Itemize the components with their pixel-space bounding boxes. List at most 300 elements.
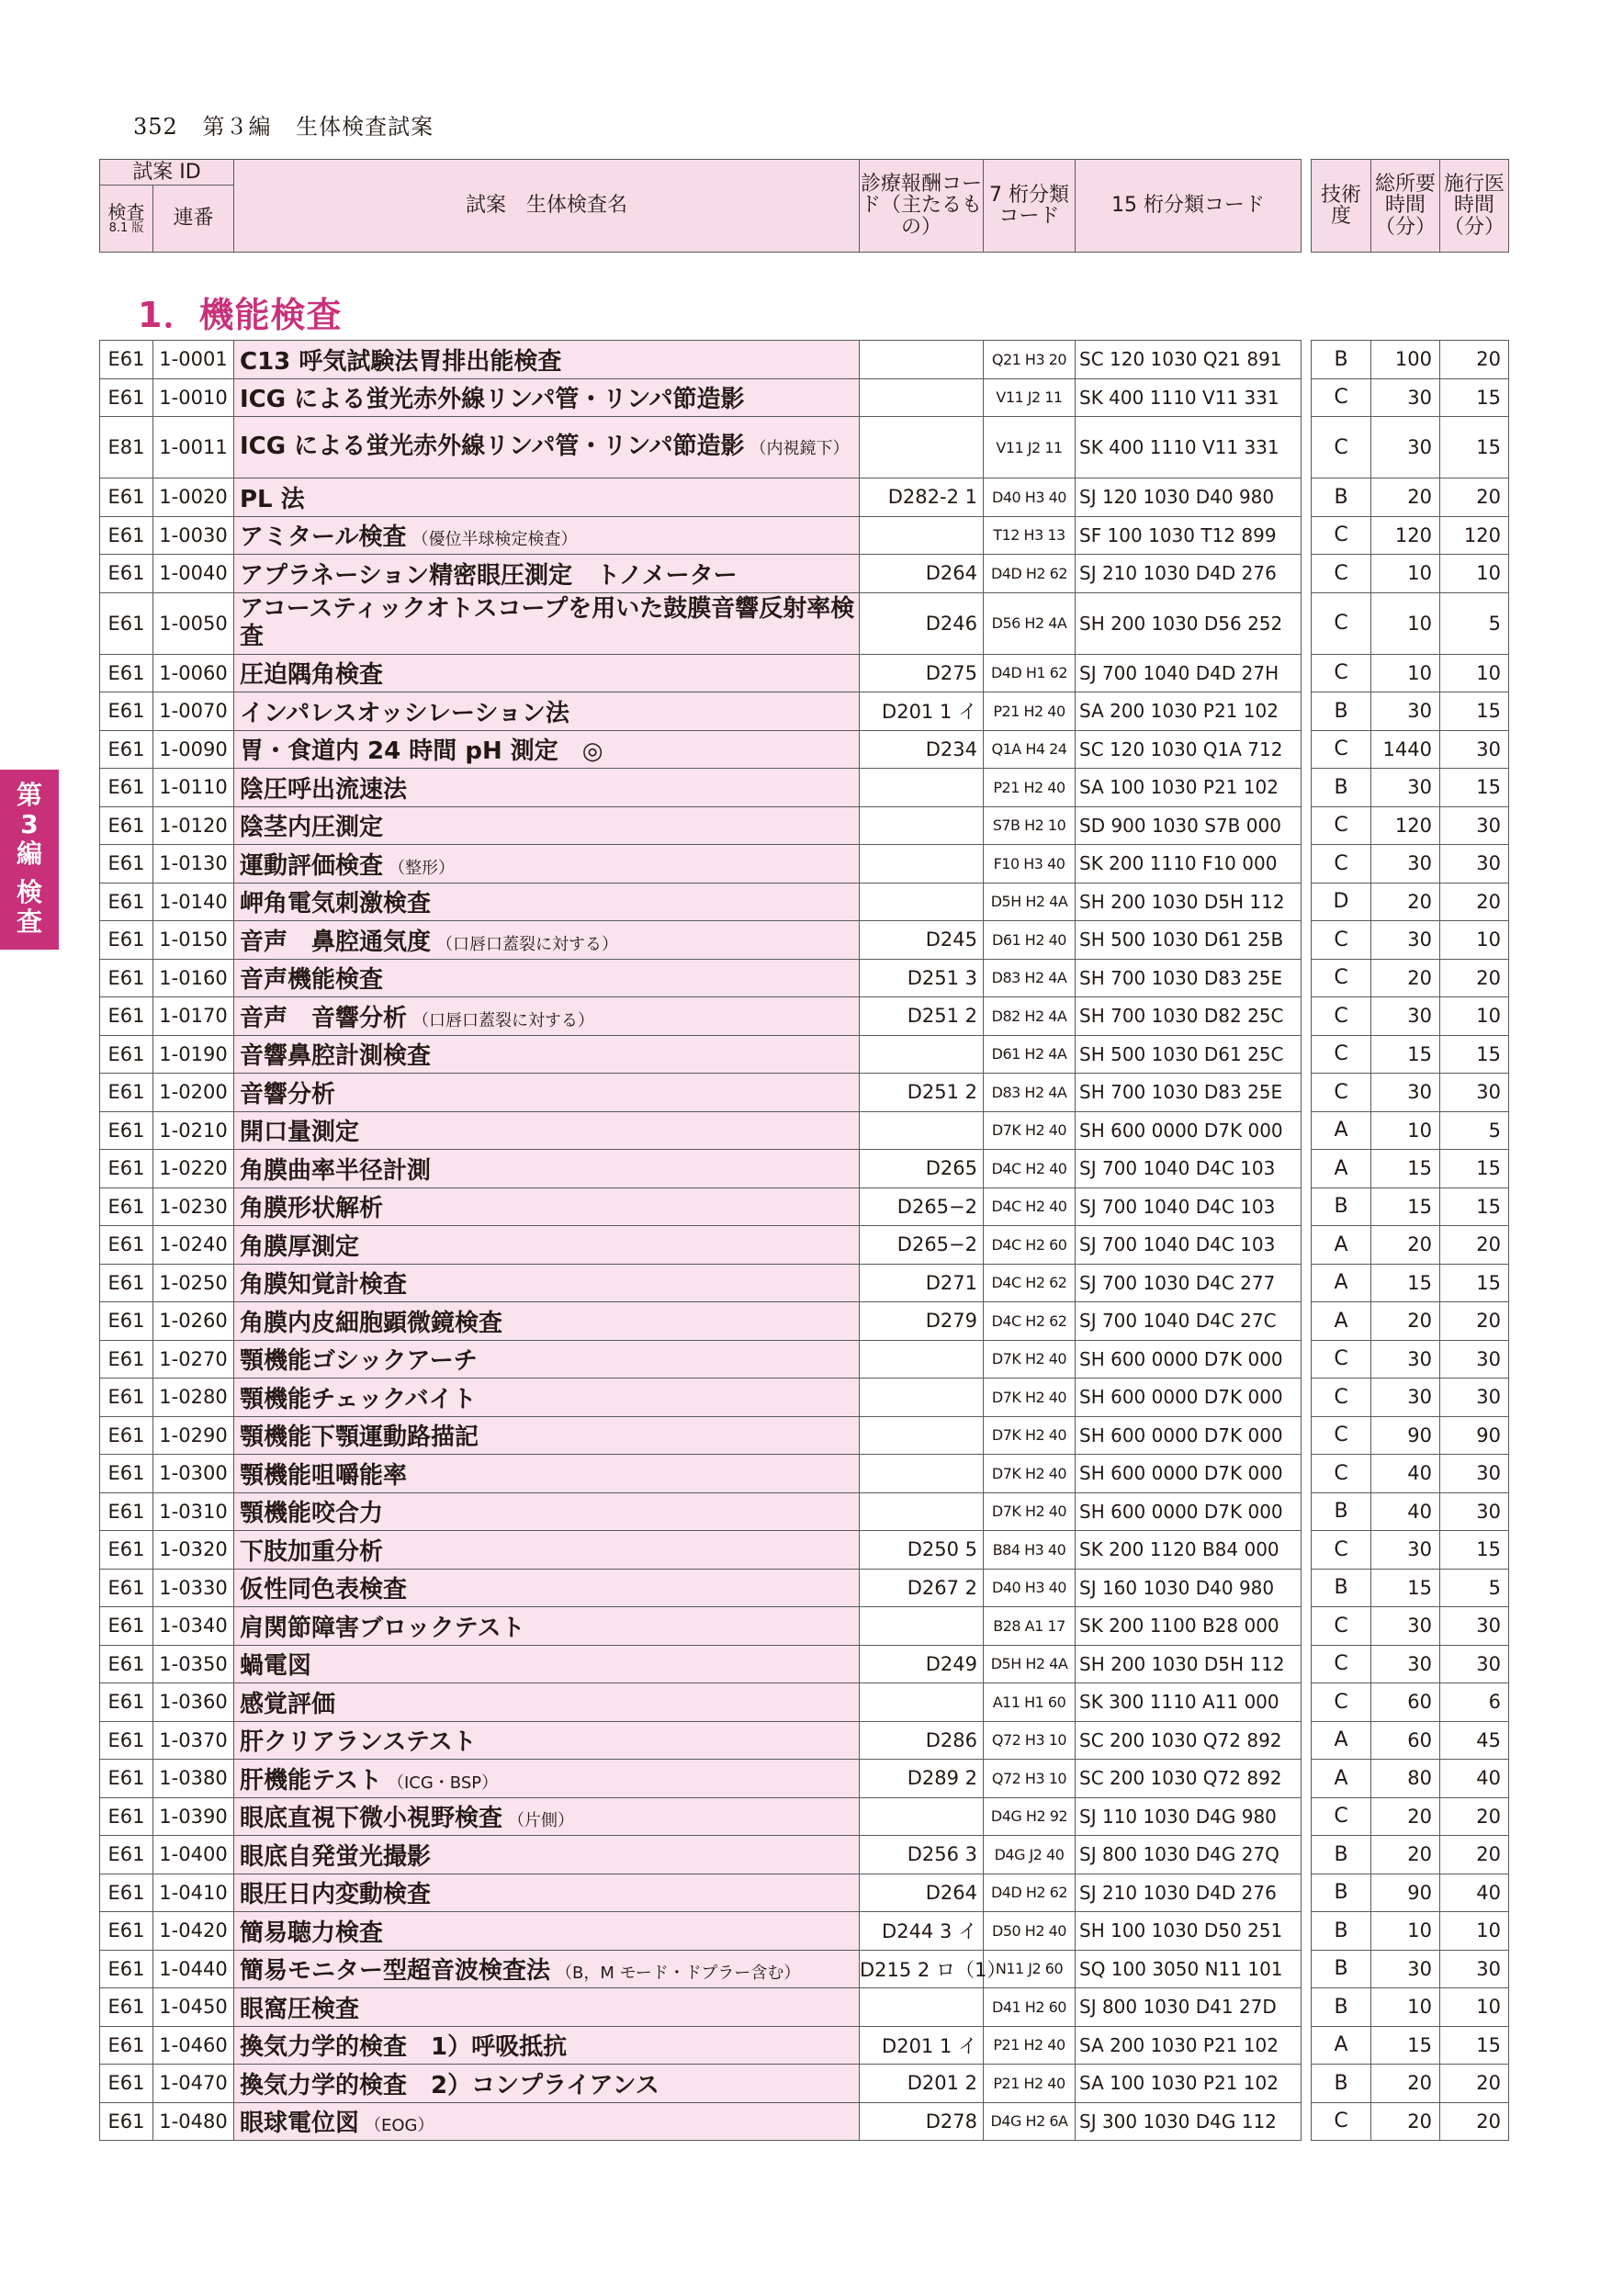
table-row-side xyxy=(1312,997,1509,1036)
table-row xyxy=(100,1379,1302,1417)
tech-level-cell: C xyxy=(1312,1645,1371,1683)
fifteen-digit-cell: SH 200 1030 D5H 112 xyxy=(1076,1645,1302,1683)
total-time-cell: 30 xyxy=(1371,1340,1440,1379)
total-time-cell: 15 xyxy=(1371,2026,1440,2065)
seq-cell: 1-0130 xyxy=(153,845,234,884)
header-fee-code: 診療報酬コード（主たるもの） xyxy=(860,160,984,253)
table-row-side xyxy=(1312,845,1509,884)
seven-digit-cell: Q72 H3 10 xyxy=(984,1760,1076,1798)
total-time-cell: 80 xyxy=(1371,1760,1440,1798)
seq-cell: 1-0400 xyxy=(153,1836,234,1874)
exam-name: 眼球電位図 xyxy=(240,2110,360,2138)
version-cell: E61 xyxy=(100,1187,153,1226)
seven-digit-cell: D4D H2 62 xyxy=(984,1874,1076,1912)
exam-name: 顎機能チェックバイト xyxy=(240,1385,477,1413)
tech-level-cell: C xyxy=(1312,845,1371,884)
seven-digit-cell: Q21 H3 20 xyxy=(984,341,1076,379)
version-cell: E61 xyxy=(100,1492,153,1531)
table-row xyxy=(100,1836,1302,1874)
fifteen-digit-cell: SH 600 0000 D7K 000 xyxy=(1076,1416,1302,1455)
exam-name: 簡易聴力検査 xyxy=(240,1919,384,1947)
seq-cell: 1-0140 xyxy=(153,883,234,921)
fee-code-cell xyxy=(860,1379,984,1417)
fifteen-digit-cell: SH 500 1030 D61 25C xyxy=(1076,1035,1302,1074)
table-row xyxy=(100,1035,1302,1074)
seq-cell: 1-0320 xyxy=(153,1531,234,1570)
fee-code-cell xyxy=(860,1607,984,1646)
doctor-time-cell: 15 xyxy=(1440,692,1509,731)
seq-cell: 1-0310 xyxy=(153,1492,234,1531)
table-row xyxy=(100,1645,1302,1683)
name-cell xyxy=(234,1683,860,1722)
name-cell xyxy=(234,592,860,654)
table-row xyxy=(100,341,1302,379)
version-cell: E61 xyxy=(100,516,153,555)
name-cell xyxy=(234,692,860,731)
tech-level-cell: A xyxy=(1312,1226,1371,1265)
fee-code-cell: D265−2 xyxy=(860,1226,984,1265)
doctor-time-cell: 20 xyxy=(1440,959,1509,997)
exam-name: 音声 音響分析 xyxy=(240,1004,408,1032)
seven-digit-cell: Q72 H3 10 xyxy=(984,1721,1076,1760)
table-row-side xyxy=(1312,1607,1509,1646)
seven-digit-cell: V11 J2 11 xyxy=(984,378,1076,417)
doctor-time-cell: 10 xyxy=(1440,921,1509,960)
exam-name: 簡易モニター型超音波検査法 xyxy=(240,1957,551,1986)
fifteen-digit-cell: SJ 300 1030 D4G 112 xyxy=(1076,2102,1302,2141)
table-row xyxy=(100,2102,1302,2141)
seven-digit-cell: D41 H2 60 xyxy=(984,1988,1076,2027)
name-cell xyxy=(234,1455,860,1493)
fifteen-digit-cell: SF 100 1030 T12 899 xyxy=(1076,516,1302,555)
table-row xyxy=(100,883,1302,921)
table-row-side xyxy=(1312,1379,1509,1417)
name-cell xyxy=(234,1150,860,1188)
header-version-label: 検査 xyxy=(107,200,145,223)
version-cell: E61 xyxy=(100,654,153,692)
seven-digit-cell: D82 H2 4A xyxy=(984,997,1076,1036)
total-time-cell: 20 xyxy=(1371,2102,1440,2141)
fee-code-cell: D275 xyxy=(860,654,984,692)
tech-level-cell: B xyxy=(1312,478,1371,517)
tech-level-cell: B xyxy=(1312,1874,1371,1912)
version-cell: E61 xyxy=(100,692,153,731)
tech-level-cell: C xyxy=(1312,1683,1371,1722)
fifteen-digit-cell: SA 200 1030 P21 102 xyxy=(1076,692,1302,731)
fifteen-digit-cell: SH 600 0000 D7K 000 xyxy=(1076,1111,1302,1150)
name-cell xyxy=(234,1988,860,2027)
fee-code-cell: D289 2 xyxy=(860,1760,984,1798)
name-cell xyxy=(234,417,860,478)
exam-note: （口唇口蓋裂に対する） xyxy=(412,1010,595,1030)
exam-name: ICG による蛍光赤外線リンパ管・リンパ節造影 xyxy=(240,386,745,414)
exam-name: 角膜形状解析 xyxy=(240,1195,384,1223)
total-time-cell: 30 xyxy=(1371,997,1440,1036)
fee-code-cell: D201 2 xyxy=(860,2065,984,2103)
seven-digit-cell: D5H H2 4A xyxy=(984,883,1076,921)
seq-cell: 1-0110 xyxy=(153,769,234,807)
tech-level-cell: C xyxy=(1312,1455,1371,1493)
exam-name: 眼圧日内変動検査 xyxy=(240,1881,432,1909)
doctor-time-cell: 20 xyxy=(1440,2102,1509,2141)
table-row-side xyxy=(1312,2026,1509,2065)
tech-level-cell: B xyxy=(1312,1569,1371,1607)
name-cell xyxy=(234,1187,860,1226)
name-cell xyxy=(234,1492,860,1531)
fifteen-digit-cell: SC 200 1030 Q72 892 xyxy=(1076,1760,1302,1798)
tech-level-cell: C xyxy=(1312,921,1371,960)
version-cell: E61 xyxy=(100,2065,153,2103)
fifteen-digit-cell: SK 400 1110 V11 331 xyxy=(1076,417,1302,478)
seven-digit-cell: D4C H2 62 xyxy=(984,1264,1076,1302)
fifteen-digit-cell: SD 900 1030 S7B 000 xyxy=(1076,806,1302,845)
side-tab-line2: 3 xyxy=(20,809,39,839)
page-number: 352 xyxy=(133,114,178,140)
part-label: 第３編 xyxy=(202,114,272,140)
doctor-time-cell: 5 xyxy=(1440,1569,1509,1607)
tech-level-cell: C xyxy=(1312,959,1371,997)
seq-cell: 1-0210 xyxy=(153,1111,234,1150)
exam-name: 角膜厚測定 xyxy=(240,1232,360,1261)
fifteen-digit-cell: SC 120 1030 Q1A 712 xyxy=(1076,730,1302,769)
table-row-side xyxy=(1312,592,1509,654)
table-row-side xyxy=(1312,769,1509,807)
name-cell xyxy=(234,1264,860,1302)
tech-level-cell: B xyxy=(1312,769,1371,807)
seven-digit-cell: P21 H2 40 xyxy=(984,2065,1076,2103)
table-row-side xyxy=(1312,1683,1509,1722)
header-fifteen-digit: 15 桁分類コード xyxy=(1076,160,1302,253)
fee-code-cell: D245 xyxy=(860,921,984,960)
seq-cell: 1-0290 xyxy=(153,1416,234,1455)
seven-digit-cell: A11 H1 60 xyxy=(984,1683,1076,1722)
name-cell xyxy=(234,378,860,417)
total-time-cell: 20 xyxy=(1371,1302,1440,1341)
table-row-side xyxy=(1312,478,1509,517)
seq-cell: 1-0240 xyxy=(153,1226,234,1265)
table-row xyxy=(100,1874,1302,1912)
total-time-cell: 30 xyxy=(1371,769,1440,807)
seven-digit-cell: D4C H2 40 xyxy=(984,1150,1076,1188)
fifteen-digit-cell: SK 400 1110 V11 331 xyxy=(1076,378,1302,417)
seven-digit-cell: D4G H2 6A xyxy=(984,2102,1076,2141)
exam-name: 顎機能ゴシックアーチ xyxy=(240,1347,478,1376)
total-time-cell: 40 xyxy=(1371,1492,1440,1531)
header-tech-level: 技術度 xyxy=(1312,160,1371,253)
fee-code-cell: D267 2 xyxy=(860,1569,984,1607)
doctor-time-cell: 20 xyxy=(1440,1226,1509,1265)
total-time-cell: 30 xyxy=(1371,417,1440,478)
exam-name: 音声 鼻腔通気度 xyxy=(240,928,432,956)
fifteen-digit-cell: SJ 700 1040 D4D 27H xyxy=(1076,654,1302,692)
fifteen-digit-cell: SH 700 1030 D82 25C xyxy=(1076,997,1302,1036)
total-time-cell: 10 xyxy=(1371,592,1440,654)
table-row-side xyxy=(1312,1760,1509,1798)
fee-code-cell: D286 xyxy=(860,1721,984,1760)
version-cell: E61 xyxy=(100,378,153,417)
doctor-time-cell: 40 xyxy=(1440,1760,1509,1798)
table-row xyxy=(100,1226,1302,1265)
page-header xyxy=(133,108,450,141)
header-seven-digit: 7 桁分類コード xyxy=(984,160,1076,253)
table-row xyxy=(100,1455,1302,1493)
seq-cell: 1-0030 xyxy=(153,516,234,555)
exam-name: 顎機能下顎運動路描記 xyxy=(240,1424,479,1452)
exam-name: ICG による蛍光赤外線リンパ管・リンパ節造影 xyxy=(240,433,745,461)
name-cell xyxy=(234,654,860,692)
table-row xyxy=(100,1492,1302,1531)
tech-level-cell: C xyxy=(1312,1607,1371,1646)
seq-cell: 1-0230 xyxy=(153,1187,234,1226)
table-row xyxy=(100,1607,1302,1646)
exam-name: インパレスオッシレーション法 xyxy=(240,699,569,727)
seven-digit-cell: D4C H2 60 xyxy=(984,1226,1076,1265)
fee-code-cell: D250 5 xyxy=(860,1531,984,1570)
exam-name: 陰茎内圧測定 xyxy=(240,814,384,842)
fifteen-digit-cell: SA 100 1030 P21 102 xyxy=(1076,769,1302,807)
name-cell xyxy=(234,1760,860,1798)
table-row-side xyxy=(1312,1988,1509,2027)
table-row xyxy=(100,959,1302,997)
seq-cell: 1-0260 xyxy=(153,1302,234,1341)
table-row-side xyxy=(1312,1302,1509,1341)
table-row xyxy=(100,1416,1302,1455)
name-cell xyxy=(234,1226,860,1265)
header-total-time: 総所要時間（分） xyxy=(1371,160,1440,253)
tech-level-cell: C xyxy=(1312,1035,1371,1074)
name-cell xyxy=(234,516,860,555)
exam-table xyxy=(99,340,1302,2141)
fifteen-digit-cell: SH 700 1030 D83 25E xyxy=(1076,959,1302,997)
name-cell xyxy=(234,1074,860,1112)
name-cell xyxy=(234,1950,860,1988)
version-cell: E61 xyxy=(100,1607,153,1646)
doctor-time-cell: 30 xyxy=(1440,1607,1509,1646)
tech-level-cell: B xyxy=(1312,1492,1371,1531)
seq-cell: 1-0220 xyxy=(153,1150,234,1188)
seq-cell: 1-0370 xyxy=(153,1721,234,1760)
table-row xyxy=(100,592,1302,654)
name-cell xyxy=(234,478,860,517)
fifteen-digit-cell: SH 600 0000 D7K 000 xyxy=(1076,1492,1302,1531)
seq-cell: 1-0360 xyxy=(153,1683,234,1722)
version-cell: E61 xyxy=(100,1302,153,1341)
seven-digit-cell: D7K H2 40 xyxy=(984,1455,1076,1493)
fifteen-digit-cell: SJ 700 1040 D4C 103 xyxy=(1076,1226,1302,1265)
table-row xyxy=(100,1264,1302,1302)
seq-cell: 1-0160 xyxy=(153,959,234,997)
fee-code-cell xyxy=(860,417,984,478)
name-cell xyxy=(234,997,860,1036)
name-cell xyxy=(234,921,860,960)
tech-level-cell: B xyxy=(1312,1950,1371,1988)
fee-code-cell: D271 xyxy=(860,1264,984,1302)
doctor-time-cell: 90 xyxy=(1440,1416,1509,1455)
seven-digit-cell: P21 H2 40 xyxy=(984,692,1076,731)
table-row xyxy=(100,2065,1302,2103)
table-row xyxy=(100,921,1302,960)
fee-code-cell: D264 xyxy=(860,1874,984,1912)
fifteen-digit-cell: SJ 210 1030 D4D 276 xyxy=(1076,1874,1302,1912)
fee-code-cell: D215 2 ロ（1） xyxy=(860,1950,984,1988)
fee-code-cell: D265−2 xyxy=(860,1187,984,1226)
name-cell xyxy=(234,959,860,997)
seq-cell: 1-0410 xyxy=(153,1874,234,1912)
exam-name: C13 呼気試験法胃排出能検査 xyxy=(240,347,562,376)
table-row-side xyxy=(1312,921,1509,960)
seven-digit-cell: P21 H2 40 xyxy=(984,2026,1076,2065)
fifteen-digit-cell: SJ 120 1030 D40 980 xyxy=(1076,478,1302,517)
table-row xyxy=(100,1150,1302,1188)
table-row xyxy=(100,417,1302,478)
doctor-time-cell: 15 xyxy=(1440,769,1509,807)
seven-digit-cell: T12 H3 13 xyxy=(984,516,1076,555)
fee-code-cell: D256 3 xyxy=(860,1836,984,1874)
doctor-time-cell: 10 xyxy=(1440,654,1509,692)
fifteen-digit-cell: SJ 210 1030 D4D 276 xyxy=(1076,555,1302,593)
doctor-time-cell: 10 xyxy=(1440,1988,1509,2027)
exam-note: （ICG・BSP） xyxy=(387,1773,499,1793)
table-row-side xyxy=(1312,378,1509,417)
total-time-cell: 20 xyxy=(1371,1797,1440,1836)
table-row-side xyxy=(1312,1187,1509,1226)
tech-level-cell: C xyxy=(1312,378,1371,417)
table-row-side xyxy=(1312,1226,1509,1265)
version-cell: E61 xyxy=(100,1416,153,1455)
tech-level-cell: A xyxy=(1312,1264,1371,1302)
seq-cell: 1-0020 xyxy=(153,478,234,517)
name-cell xyxy=(234,1340,860,1379)
table-row-side xyxy=(1312,1035,1509,1074)
tech-level-cell: A xyxy=(1312,1302,1371,1341)
exam-name: 眼底直視下微小視野検査 xyxy=(240,1805,503,1833)
name-cell xyxy=(234,1797,860,1836)
table-row xyxy=(100,1760,1302,1798)
exam-name: PL 法 xyxy=(240,485,305,513)
seven-digit-cell: B28 A1 17 xyxy=(984,1607,1076,1646)
total-time-cell: 30 xyxy=(1371,921,1440,960)
table-row-side xyxy=(1312,1874,1509,1912)
doctor-time-cell: 15 xyxy=(1440,417,1509,478)
table-row xyxy=(100,1569,1302,1607)
table-row-side xyxy=(1312,555,1509,593)
version-cell: E61 xyxy=(100,1988,153,2027)
fee-code-cell: D265 xyxy=(860,1150,984,1188)
version-cell: E61 xyxy=(100,1226,153,1265)
name-cell xyxy=(234,1416,860,1455)
header-version xyxy=(100,186,153,253)
version-cell: E61 xyxy=(100,1340,153,1379)
tech-level-cell: A xyxy=(1312,2026,1371,2065)
doctor-time-cell: 20 xyxy=(1440,2065,1509,2103)
seven-digit-cell: D4C H2 62 xyxy=(984,1302,1076,1341)
seq-cell: 1-0050 xyxy=(153,592,234,654)
tech-level-cell: C xyxy=(1312,1531,1371,1570)
exam-note: （優位半球検定検査） xyxy=(411,530,578,550)
total-time-cell: 90 xyxy=(1371,1874,1440,1912)
exam-name: 顎機能咬合力 xyxy=(240,1500,384,1528)
version-cell: E61 xyxy=(100,1111,153,1150)
table-row xyxy=(100,1111,1302,1150)
name-cell xyxy=(234,883,860,921)
total-time-cell: 15 xyxy=(1371,1264,1440,1302)
fee-code-cell xyxy=(860,1340,984,1379)
header-name: 試案 生体検査名 xyxy=(234,160,860,253)
tech-level-cell: C xyxy=(1312,417,1371,478)
fee-code-cell xyxy=(860,1455,984,1493)
table-row-side xyxy=(1312,2065,1509,2103)
fee-code-cell xyxy=(860,769,984,807)
version-cell: E61 xyxy=(100,1760,153,1798)
seven-digit-cell: D7K H2 40 xyxy=(984,1340,1076,1379)
version-cell: E61 xyxy=(100,1379,153,1417)
name-cell xyxy=(234,1607,860,1646)
version-cell: E61 xyxy=(100,2026,153,2065)
exam-name: 感覚評価 xyxy=(240,1690,336,1718)
seq-cell: 1-0270 xyxy=(153,1340,234,1379)
total-time-cell: 20 xyxy=(1371,1836,1440,1874)
exam-name: 肝クリアランステスト xyxy=(240,1728,477,1757)
exam-name: 下肢加重分析 xyxy=(240,1537,384,1566)
version-cell: E61 xyxy=(100,997,153,1036)
fee-code-cell: D246 xyxy=(860,592,984,654)
table-row-side xyxy=(1312,341,1509,379)
seven-digit-cell: D5H H2 4A xyxy=(984,1645,1076,1683)
exam-note: （内視鏡下） xyxy=(750,439,850,459)
exam-name: 角膜知覚計検査 xyxy=(240,1271,408,1300)
tech-level-cell: B xyxy=(1312,1187,1371,1226)
doctor-time-cell: 30 xyxy=(1440,806,1509,845)
total-time-cell: 15 xyxy=(1371,1150,1440,1188)
fee-code-cell xyxy=(860,1416,984,1455)
doctor-time-cell: 30 xyxy=(1440,730,1509,769)
exam-note: （B，M モード・ドプラー含む） xyxy=(556,1964,801,1984)
doctor-time-cell: 30 xyxy=(1440,1645,1509,1683)
version-cell: E61 xyxy=(100,730,153,769)
total-time-cell: 30 xyxy=(1371,1950,1440,1988)
seven-digit-cell: Q1A H4 24 xyxy=(984,730,1076,769)
table-header xyxy=(99,159,1302,253)
table-row-side xyxy=(1312,1416,1509,1455)
fee-code-cell xyxy=(860,341,984,379)
seq-cell: 1-0150 xyxy=(153,921,234,960)
seven-digit-cell: B84 H3 40 xyxy=(984,1531,1076,1570)
fifteen-digit-cell: SK 200 1110 F10 000 xyxy=(1076,845,1302,884)
exam-note: （整形） xyxy=(389,858,456,878)
exam-name: 眼窩圧検査 xyxy=(240,1995,360,2023)
fifteen-digit-cell: SH 100 1030 D50 251 xyxy=(1076,1912,1302,1951)
seven-digit-cell: D4G J2 40 xyxy=(984,1836,1076,1874)
tech-level-cell: C xyxy=(1312,1340,1371,1379)
exam-table-side xyxy=(1311,340,1509,2141)
fifteen-digit-cell: SH 600 0000 D7K 000 xyxy=(1076,1379,1302,1417)
fifteen-digit-cell: SC 120 1030 Q21 891 xyxy=(1076,341,1302,379)
exam-name: 開口量測定 xyxy=(240,1119,360,1147)
doctor-time-cell: 15 xyxy=(1440,2026,1509,2065)
fifteen-digit-cell: SH 600 0000 D7K 000 xyxy=(1076,1455,1302,1493)
tech-level-cell: B xyxy=(1312,1836,1371,1874)
table-row xyxy=(100,555,1302,593)
fifteen-digit-cell: SH 700 1030 D83 25E xyxy=(1076,1074,1302,1112)
version-cell: E61 xyxy=(100,1836,153,1874)
table-row xyxy=(100,516,1302,555)
fee-code-cell xyxy=(860,806,984,845)
fee-code-cell xyxy=(860,516,984,555)
fifteen-digit-cell: SQ 100 3050 N11 101 xyxy=(1076,1950,1302,1988)
doctor-time-cell: 15 xyxy=(1440,378,1509,417)
exam-note: （片側） xyxy=(508,1811,575,1831)
table-row xyxy=(100,654,1302,692)
